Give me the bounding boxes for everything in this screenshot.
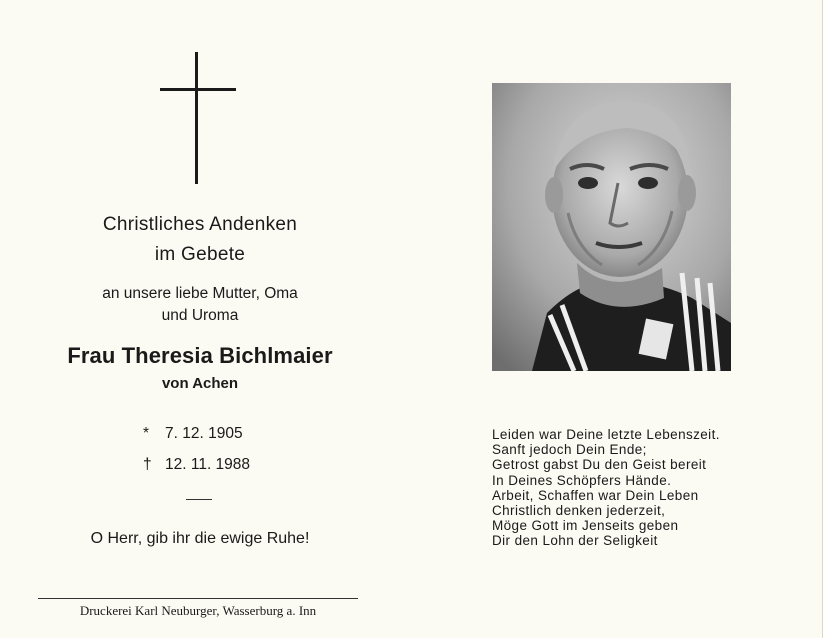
poem-line: Leiden war Deine letzte Lebenszeit. (492, 427, 720, 442)
poem-line: Dir den Lohn der Seligkeit (492, 533, 658, 549)
origin-text: von Achen (161, 375, 239, 392)
heading-line-1: Christliches Andenken (102, 214, 298, 235)
poem (492, 427, 720, 549)
printer-credit: Druckerei Karl Neuburger, Wasserburg a. Inn (79, 603, 317, 618)
poem-line: Möge Gott im Jenseits geben (492, 518, 679, 534)
birth-date-row (143, 425, 243, 443)
prayer-text: O Herr, gib ihr die ewige Ruhe! (90, 530, 310, 547)
poem-line: Arbeit, Schaffen war Dein Leben (492, 487, 699, 503)
short-divider (186, 499, 212, 500)
heading-line-2: im Gebete (154, 244, 246, 265)
birth-date: 7. 12. 1905 (165, 425, 243, 442)
poem-line: Getrost gabst Du den Geist bereit (492, 457, 707, 473)
poem-line: In Deines Schöpfers Hände. (492, 472, 672, 488)
dedication-line-1: an unsere liebe Mutter, Oma (102, 285, 298, 302)
deceased-name: Frau Theresia Bichlmaier (67, 343, 333, 368)
death-date-row (143, 456, 250, 474)
death-symbol: † (143, 456, 152, 473)
poem-line: Christlich denken jederzeit, (492, 503, 666, 519)
cross-icon (160, 52, 236, 184)
footer-rule (38, 598, 358, 599)
poem-line: Sanft jedoch Dein Ende; (492, 442, 647, 458)
portrait-photo (492, 83, 731, 371)
dedication-line-2: und Uroma (161, 307, 239, 324)
birth-symbol: * (143, 425, 150, 442)
death-date: 12. 11. 1988 (165, 456, 251, 473)
